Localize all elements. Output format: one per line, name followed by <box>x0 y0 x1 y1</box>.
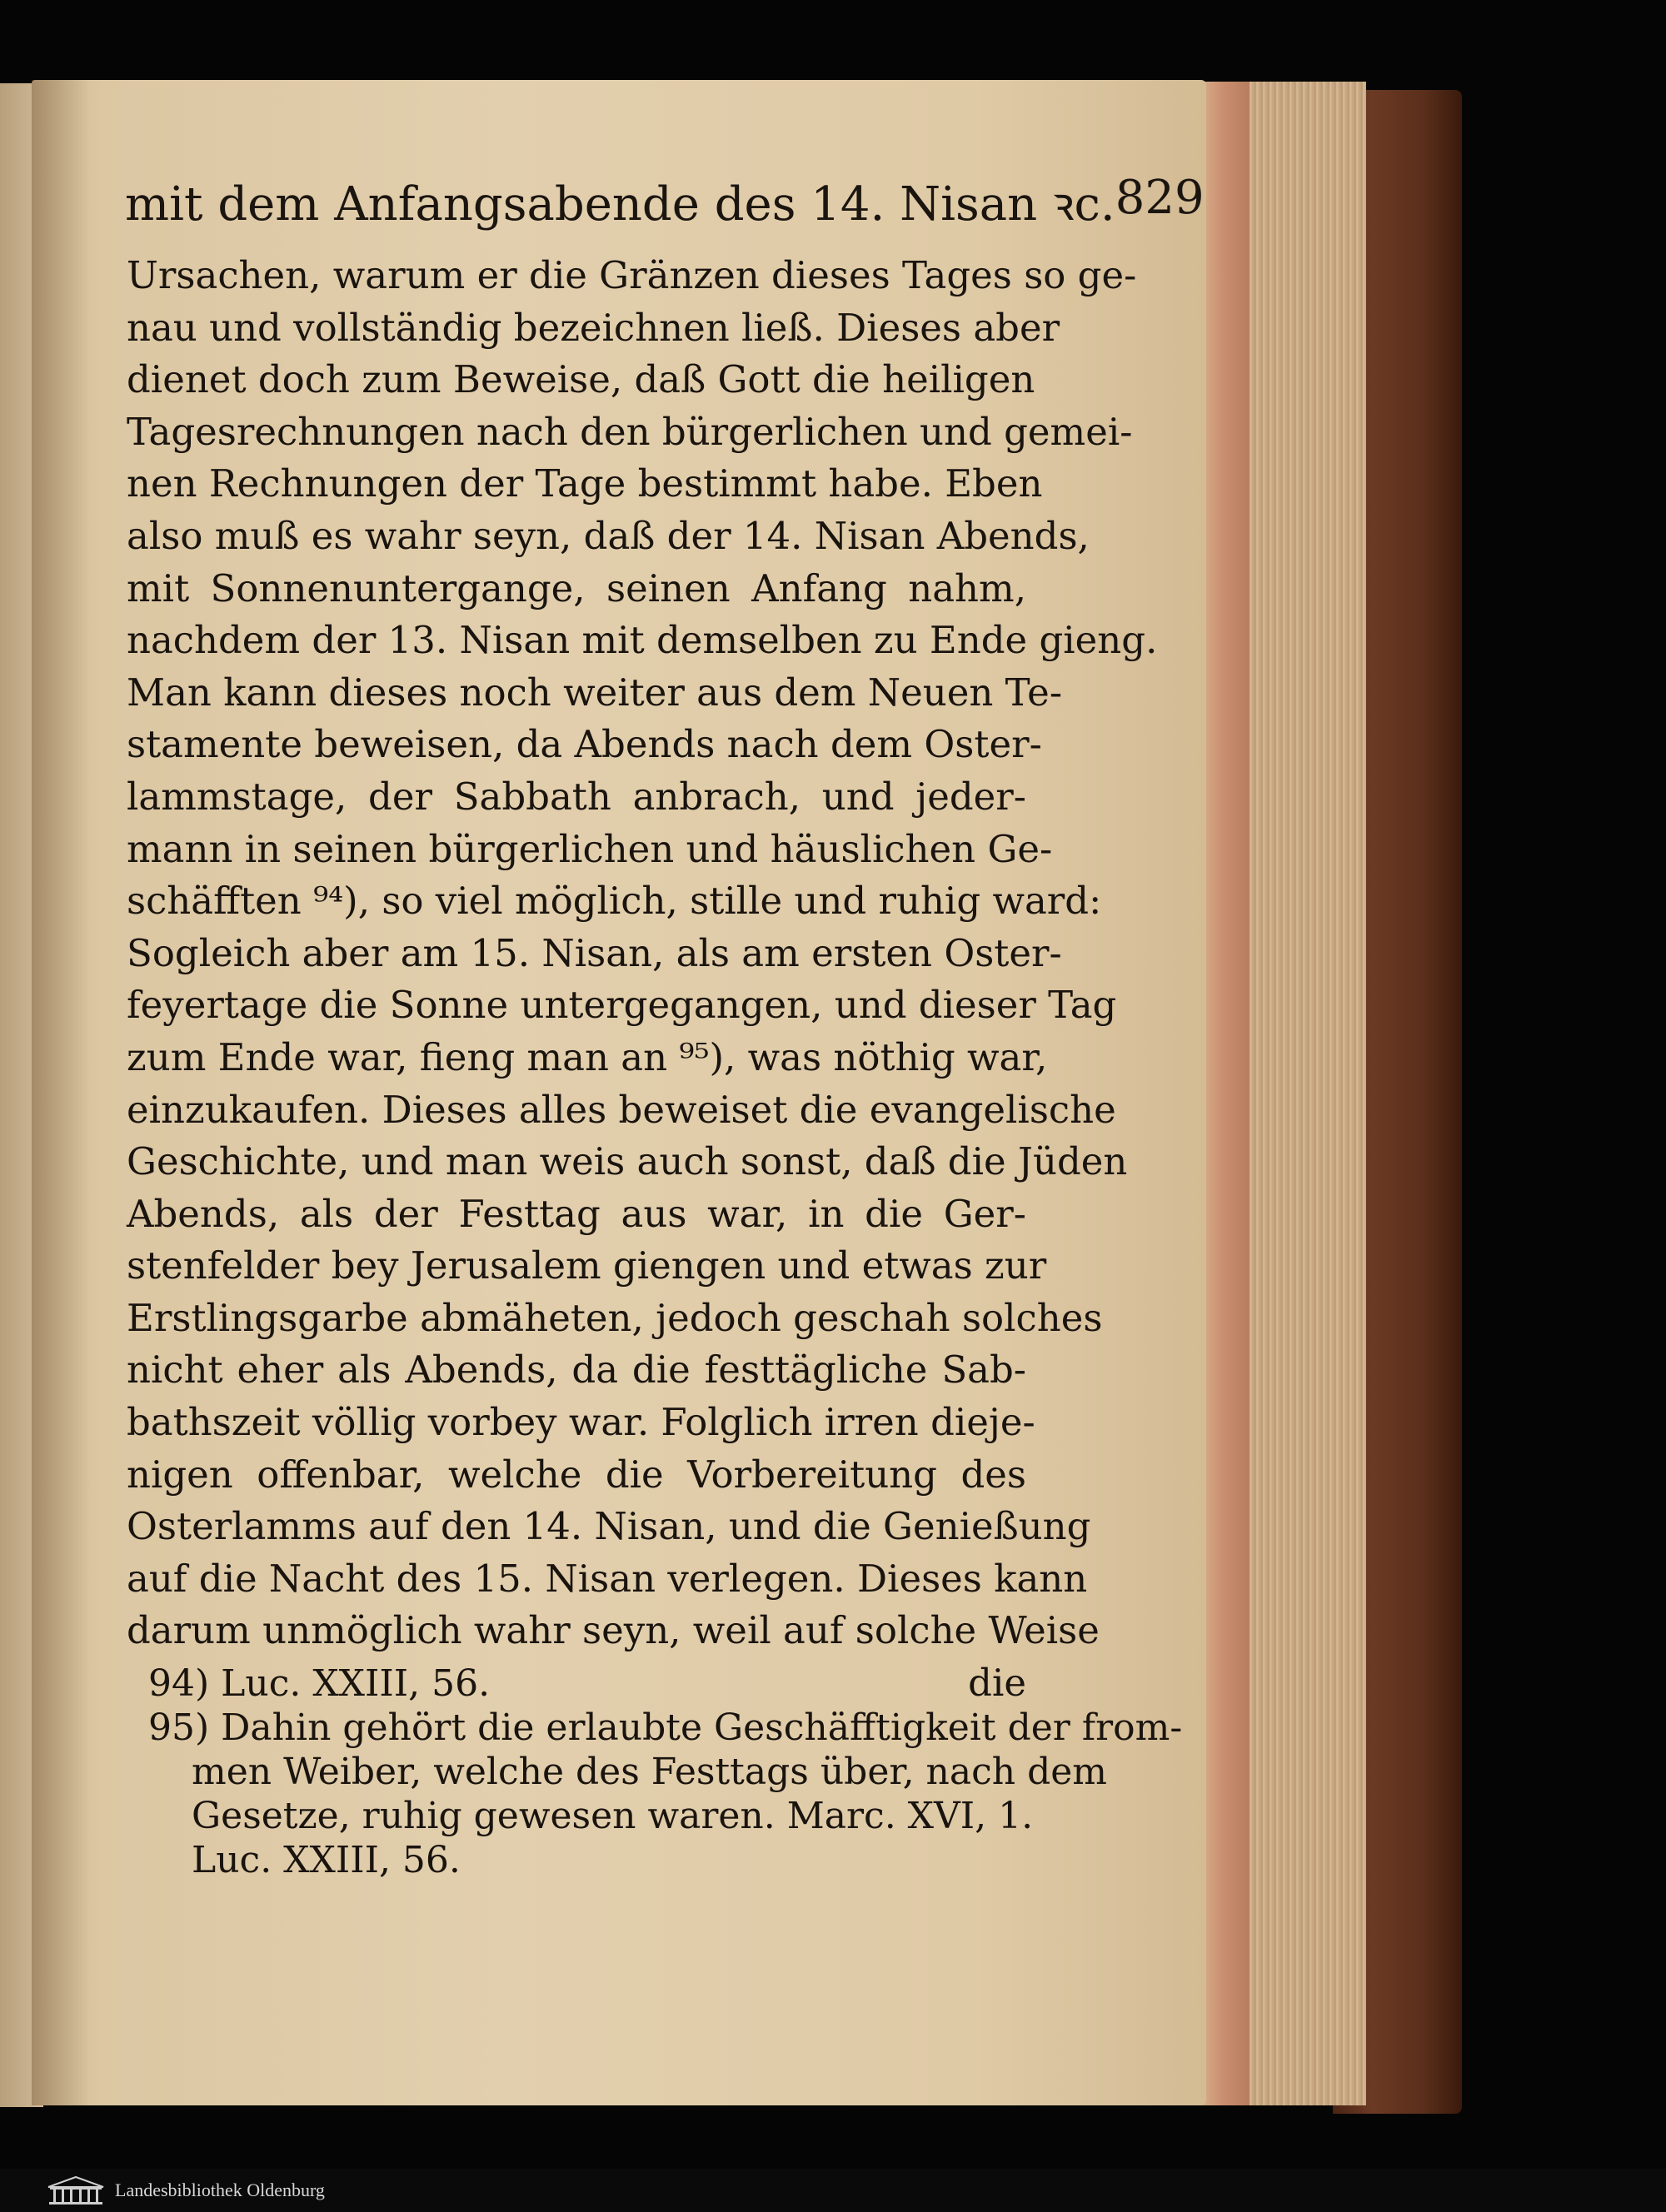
text-line: nen Rechnungen der Tage bestimmt habe. Eben <box>127 461 1043 506</box>
running-head-title: mit dem Anfangsabende des 14. Nisan ꝛc. <box>125 177 1115 232</box>
gutter-shadow <box>32 80 90 2105</box>
library-building-icon <box>47 2175 105 2205</box>
text-line: lammstage, der Sabbath anbrach, und jeder- <box>127 774 1026 819</box>
text-line: nau und vollständig bezeichnen ließ. Dieses aber <box>127 305 1060 350</box>
page-edges-gilt <box>1200 82 1250 2105</box>
text-line: stamente beweisen, da Abends nach dem Oster- <box>127 722 1042 767</box>
footnote-text: men Weiber, welche des Festtags über, nach dem <box>192 1751 1108 1793</box>
text-line: nigen offenbar, welche die Vorbereitung des <box>127 1452 1026 1497</box>
text-line: stenfelder bey Jerusalem giengen und etwas zur <box>127 1243 1047 1288</box>
footnote-mark: 94) <box>148 1662 210 1705</box>
text-line: Osterlamms auf den 14. Nisan, und die Genießung <box>127 1504 1091 1549</box>
text-line: auf die Nacht des 15. Nisan verlegen. Dieses kann <box>127 1556 1088 1601</box>
running-head <box>125 171 1205 234</box>
library-footer <box>0 2169 1666 2212</box>
text-line: also muß es wahr seyn, daß der 14. Nisan Abends, <box>127 513 1090 558</box>
footnote-95 <box>148 1706 1183 1750</box>
text-line: dienet doch zum Beweise, daß Gott die heiligen <box>127 357 1035 402</box>
footer-label: Landesbibliothek Oldenburg <box>115 2180 325 2200</box>
text-line: Man kann dieses noch weiter aus dem Neuen Te- <box>127 670 1063 715</box>
text-line: schäfften ⁹⁴), so viel möglich, stille und ruhig ward: <box>127 879 1102 924</box>
text-line: feyertage die Sonne untergegangen, und dieser Tag <box>127 983 1117 1028</box>
text-line: bathszeit völlig vorbey war. Folglich irren dieje- <box>127 1400 1035 1445</box>
footnote-text: Luc. XXIII, 56. <box>221 1662 491 1705</box>
text-line: einzukaufen. Dieses alles beweiset die evangelische <box>127 1087 1116 1132</box>
text-line: zum Ende war, fieng man an ⁹⁵), was nöthig war, <box>127 1034 1048 1079</box>
text-line: Tagesrechnungen nach den bürgerlichen und gemei- <box>127 409 1133 454</box>
catchword: die <box>968 1661 1026 1706</box>
footnote-94 <box>148 1661 1031 1706</box>
text-line: nachdem der 13. Nisan mit demselben zu Ende gieng. <box>127 618 1158 663</box>
body-text <box>127 250 1158 1710</box>
text-line: mann in seinen bürgerlichen und häuslichen Ge- <box>127 826 1053 871</box>
text-line: darum unmöglich wahr seyn, weil auf solche Weise <box>127 1608 1100 1653</box>
text-line: Abends, als der Festtag aus war, in die Ger- <box>127 1191 1026 1236</box>
footnote-mark: 95) <box>148 1706 210 1749</box>
text-line: Ursachen, warum er die Gränzen dieses Tages so ge- <box>127 253 1137 297</box>
footnote-text: Gesetze, ruhig gewesen waren. Marc. XVI, 1. <box>192 1795 1034 1837</box>
footnote-text: Luc. XXIII, 56. <box>192 1839 461 1881</box>
footnotes <box>148 1661 1183 1882</box>
text-line: Erstlingsgarbe abmäheten, jedoch geschah solches <box>127 1295 1103 1340</box>
text-line: nicht eher als Abends, da die festtägliche Sab- <box>127 1348 1026 1392</box>
text-line: Geschichte, und man weis auch sonst, daß die Jüden <box>127 1139 1128 1184</box>
text-line: Sogleich aber am 15. Nisan, als am ersten Oster- <box>127 930 1062 975</box>
footnote-text: Dahin gehört die erlaubte Geschäfftigkeit der from- <box>221 1706 1183 1749</box>
page-number: 829 <box>1115 171 1205 225</box>
text-line: mit Sonnenuntergange, seinen Anfang nahm, <box>127 565 1026 610</box>
